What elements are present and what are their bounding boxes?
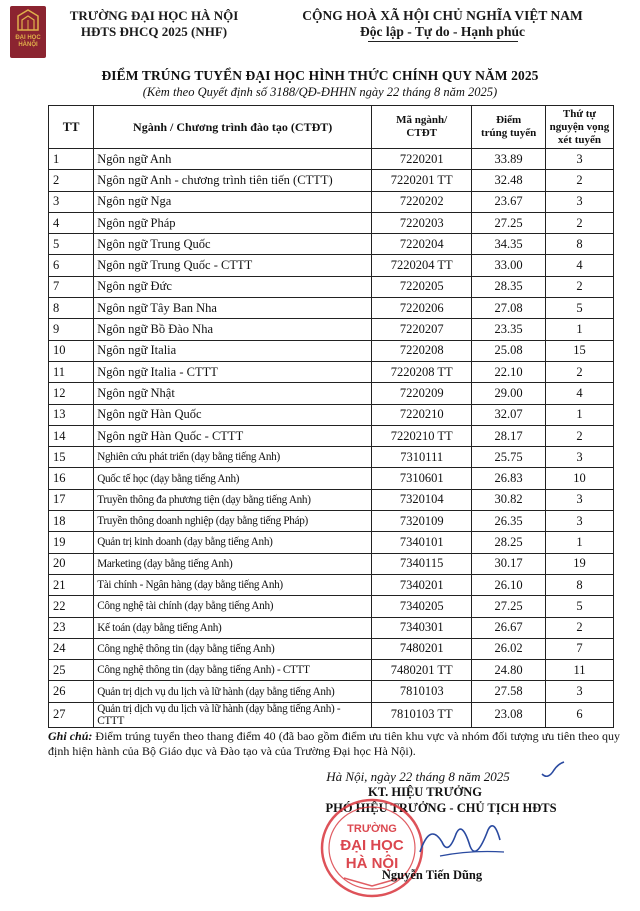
cell-score: 23.67 (472, 191, 546, 212)
document-title: ĐIỂM TRÚNG TUYỂN ĐẠI HỌC HÌNH THỨC CHÍNH QUY NĂM 2025 (101, 68, 539, 83)
table-row (49, 574, 614, 595)
university-logo (10, 6, 46, 58)
cell-program: Truyền thông đa phương tiện (dạy bằng tiếng Anh) (94, 489, 372, 510)
table-row (49, 404, 614, 425)
cell-program: Quản trị dịch vụ du lịch và lữ hành (dạy bằng tiếng Anh) (94, 681, 372, 702)
header-left (54, 8, 254, 40)
cell-order: 3 (545, 681, 613, 702)
table-row (49, 340, 614, 361)
cell-program: Ngôn ngữ Nga (94, 191, 372, 212)
header-order-line1: Thứ tự (562, 107, 596, 120)
cell-tt: 2 (49, 170, 94, 191)
cell-code: 7340115 (372, 553, 472, 574)
cell-score: 26.02 (472, 638, 546, 659)
cell-score: 27.58 (472, 681, 546, 702)
cell-score: 23.35 (472, 319, 546, 340)
table-row (49, 212, 614, 233)
cell-order: 11 (545, 660, 613, 681)
cell-tt: 1 (49, 149, 94, 170)
cell-order: 6 (545, 702, 613, 727)
cell-score: 27.25 (472, 212, 546, 233)
cell-score: 32.48 (472, 170, 546, 191)
cell-tt: 23 (49, 617, 94, 638)
cell-order: 2 (545, 425, 613, 446)
header-order (545, 106, 613, 149)
cell-program: Quốc tế học (dạy bằng tiếng Anh) (94, 468, 372, 489)
cell-order: 3 (545, 447, 613, 468)
cell-code: 7810103 TT (372, 702, 472, 727)
header-order-line3: xét tuyển (557, 133, 601, 146)
cell-score: 33.89 (472, 149, 546, 170)
cell-tt: 22 (49, 596, 94, 617)
table-row (49, 383, 614, 404)
signer-name: Nguyễn Tiến Dũng (381, 868, 483, 882)
cell-program: Ngôn ngữ Tây Ban Nha (94, 298, 372, 319)
cell-code: 7320109 (372, 511, 472, 532)
cell-score: 28.35 (472, 276, 546, 297)
table-row (49, 489, 614, 510)
table-row (49, 191, 614, 212)
cell-order: 3 (545, 149, 613, 170)
table-row (49, 170, 614, 191)
cell-order: 8 (545, 574, 613, 595)
table-row (49, 319, 614, 340)
cell-order: 4 (545, 383, 613, 404)
cell-order: 3 (545, 489, 613, 510)
cell-order: 4 (545, 255, 613, 276)
cell-code: 7480201 (372, 638, 472, 659)
cell-tt: 8 (49, 298, 94, 319)
cell-tt: 18 (49, 511, 94, 532)
cell-order: 3 (545, 191, 613, 212)
cell-code: 7220202 (372, 191, 472, 212)
cell-score: 24.80 (472, 660, 546, 681)
table-row (49, 149, 614, 170)
table-row (49, 553, 614, 574)
cell-score: 26.67 (472, 617, 546, 638)
cell-program: Kế toán (dạy bằng tiếng Anh) (94, 617, 372, 638)
cell-code: 7220208 (372, 340, 472, 361)
cell-score: 27.08 (472, 298, 546, 319)
table-row (49, 702, 614, 727)
cell-order: 2 (545, 212, 613, 233)
cell-code: 7340301 (372, 617, 472, 638)
cell-order: 1 (545, 532, 613, 553)
document-subtitle: (Kèm theo Quyết định số 3188/QĐ-ĐHHN ngày 22 tháng 8 năm 2025) (142, 85, 498, 99)
cell-score: 33.00 (472, 255, 546, 276)
cell-score: 34.35 (472, 234, 546, 255)
table-row (49, 255, 614, 276)
table-row (49, 447, 614, 468)
cell-tt: 9 (49, 319, 94, 340)
table-row (49, 638, 614, 659)
cell-score: 30.82 (472, 489, 546, 510)
footnote-label: Ghi chú: (48, 729, 93, 743)
cell-code: 7220206 (372, 298, 472, 319)
cell-code: 7220210 TT (372, 425, 472, 446)
cell-tt: 12 (49, 383, 94, 404)
cell-score: 23.08 (472, 702, 546, 727)
cell-order: 2 (545, 361, 613, 382)
admission-scores-table (48, 105, 614, 728)
cell-tt: 27 (49, 702, 94, 727)
table-row (49, 276, 614, 297)
cell-tt: 21 (49, 574, 94, 595)
cell-tt: 16 (49, 468, 94, 489)
cell-program: Quản trị kinh doanh (dạy bằng tiếng Anh) (94, 532, 372, 553)
cell-score: 28.17 (472, 425, 546, 446)
cell-tt: 14 (49, 425, 94, 446)
cell-code: 7480201 TT (372, 660, 472, 681)
cell-code: 7220201 TT (372, 170, 472, 191)
cell-order: 5 (545, 596, 613, 617)
header-score-line1: Điểm (496, 114, 522, 126)
national-motto: Độc lập - Tự do - Hạnh phúc (359, 24, 526, 39)
cell-code: 7340101 (372, 532, 472, 553)
cell-program: Truyền thông doanh nghiệp (dạy bằng tiếng Pháp) (94, 511, 372, 532)
footnote (48, 729, 620, 759)
logo-text: ĐẠI HỌC HÀNỘI (15, 35, 41, 48)
cell-order: 19 (545, 553, 613, 574)
cell-program: Ngôn ngữ Pháp (94, 212, 372, 233)
cell-tt: 11 (49, 361, 94, 382)
table-row (49, 596, 614, 617)
cell-code: 7220204 (372, 234, 472, 255)
cell-score: 28.25 (472, 532, 546, 553)
cell-code: 7340205 (372, 596, 472, 617)
cell-tt: 10 (49, 340, 94, 361)
cell-program: Ngôn ngữ Italia - CTTT (94, 361, 372, 382)
cell-tt: 13 (49, 404, 94, 425)
cell-order: 2 (545, 617, 613, 638)
university-name: TRƯỜNG ĐẠI HỌC HÀ NỘI (69, 8, 239, 23)
cell-tt: 6 (49, 255, 94, 276)
cell-program: Ngôn ngữ Anh (94, 149, 372, 170)
cell-order: 15 (545, 340, 613, 361)
signer-title: PHÓ HIỆU TRƯỞNG - CHỦ TỊCH HĐTS (325, 801, 557, 815)
cell-code: 7220208 TT (372, 361, 472, 382)
cell-score: 30.17 (472, 553, 546, 574)
table-body (49, 149, 614, 728)
cell-score: 32.07 (472, 404, 546, 425)
table-row (49, 361, 614, 382)
cell-score: 25.75 (472, 447, 546, 468)
svg-text:ĐẠI HỌC: ĐẠI HỌC (340, 837, 404, 854)
cell-code: 7220201 (372, 149, 472, 170)
cell-program: Nghiên cứu phát triển (dạy bằng tiếng Anh) (94, 447, 372, 468)
cell-order: 1 (545, 319, 613, 340)
cell-code: 7220205 (372, 276, 472, 297)
cell-code: 7220210 (372, 404, 472, 425)
council-name: HĐTS ĐHCQ 2025 (NHF) (80, 24, 228, 39)
cell-program: Công nghệ thông tin (dạy bằng tiếng Anh) - CTTT (94, 660, 372, 681)
cell-order: 3 (545, 511, 613, 532)
cell-tt: 4 (49, 212, 94, 233)
cell-score: 29.00 (472, 383, 546, 404)
pen-mark-icon (538, 760, 568, 780)
table-row (49, 617, 614, 638)
cell-tt: 20 (49, 553, 94, 574)
header-code-line1: Mã ngành/ (396, 114, 448, 126)
cell-order: 2 (545, 170, 613, 191)
header-right (270, 8, 615, 42)
table-header-row (49, 106, 614, 149)
svg-text:TRƯỜNG: TRƯỜNG (347, 823, 397, 835)
cell-program: Quản trị dịch vụ du lịch và lữ hành (dạy bằng tiếng Anh) - CTTT (94, 702, 372, 727)
cell-program: Công nghệ thông tin (dạy bằng tiếng Anh) (94, 638, 372, 659)
cell-program: Marketing (dạy bằng tiếng Anh) (94, 553, 372, 574)
handwritten-signature-icon (400, 812, 520, 872)
cell-program: Ngôn ngữ Trung Quốc - CTTT (94, 255, 372, 276)
table-row (49, 298, 614, 319)
cell-code: 7220207 (372, 319, 472, 340)
header-tt: TT (49, 106, 94, 149)
cell-code: 7310601 (372, 468, 472, 489)
table-row (49, 511, 614, 532)
cell-tt: 24 (49, 638, 94, 659)
cell-program: Ngôn ngữ Hàn Quốc (94, 404, 372, 425)
cell-tt: 26 (49, 681, 94, 702)
header-score-line2: trúng tuyển (480, 127, 537, 139)
cell-tt: 25 (49, 660, 94, 681)
cell-order: 1 (545, 404, 613, 425)
signing-date: Hà Nội, ngày 22 tháng 8 năm 2025 (326, 769, 510, 784)
cell-program: Ngôn ngữ Anh - chương trình tiên tiến (CTTT) (94, 170, 372, 191)
cell-order: 10 (545, 468, 613, 489)
footnote-text: Điểm trúng tuyển theo thang điểm 40 (đã bao gồm điểm ưu tiên khu vực và nhóm đối tượng ưu tiên theo quy định hiện hành của Bộ Giáo dục và Đào tạo và của Trường Đại học Hà Nội). (48, 729, 620, 758)
cell-tt: 17 (49, 489, 94, 510)
cell-program: Ngôn ngữ Trung Quốc (94, 234, 372, 255)
signer-authority: KT. HIỆU TRƯỞNG (367, 785, 483, 799)
cell-order: 8 (545, 234, 613, 255)
table-row (49, 681, 614, 702)
cell-code: 7220204 TT (372, 255, 472, 276)
cell-tt: 3 (49, 191, 94, 212)
cell-tt: 7 (49, 276, 94, 297)
cell-program: Ngôn ngữ Italia (94, 340, 372, 361)
cell-program: Tài chính - Ngân hàng (dạy bằng tiếng Anh) (94, 574, 372, 595)
cell-code: 7220209 (372, 383, 472, 404)
cell-code: 7810103 (372, 681, 472, 702)
header-order-line2: nguyện vọng (549, 120, 610, 133)
header-code-line2: CTĐT (406, 127, 437, 139)
cell-score: 27.25 (472, 596, 546, 617)
svg-text:HÀ NỘI: HÀ NỘI (345, 855, 399, 872)
cell-code: 7220203 (372, 212, 472, 233)
cell-program: Ngôn ngữ Hàn Quốc - CTTT (94, 425, 372, 446)
cell-program: Công nghệ tài chính (dạy bằng tiếng Anh) (94, 596, 372, 617)
table-row (49, 468, 614, 489)
motto-underline (368, 41, 518, 42)
cell-code: 7310111 (372, 447, 472, 468)
header-score (472, 106, 546, 149)
table-row (49, 532, 614, 553)
table-row (49, 425, 614, 446)
cell-score: 26.35 (472, 511, 546, 532)
cell-tt: 19 (49, 532, 94, 553)
cell-tt: 15 (49, 447, 94, 468)
cell-program: Ngôn ngữ Đức (94, 276, 372, 297)
cell-order: 5 (545, 298, 613, 319)
cell-program: Ngôn ngữ Nhật (94, 383, 372, 404)
cell-program: Ngôn ngữ Bồ Đào Nha (94, 319, 372, 340)
header-code (372, 106, 472, 149)
cell-code: 7320104 (372, 489, 472, 510)
national-title: CỘNG HOÀ XÃ HỘI CHỦ NGHĨA VIỆT NAM (302, 8, 583, 23)
cell-score: 25.08 (472, 340, 546, 361)
cell-tt: 5 (49, 234, 94, 255)
table-row (49, 234, 614, 255)
cell-order: 2 (545, 276, 613, 297)
table-row (49, 660, 614, 681)
cell-order: 7 (545, 638, 613, 659)
cell-code: 7340201 (372, 574, 472, 595)
cell-score: 26.83 (472, 468, 546, 489)
cell-score: 26.10 (472, 574, 546, 595)
header-program: Ngành / Chương trình đào tạo (CTĐT) (94, 106, 372, 149)
cell-score: 22.10 (472, 361, 546, 382)
